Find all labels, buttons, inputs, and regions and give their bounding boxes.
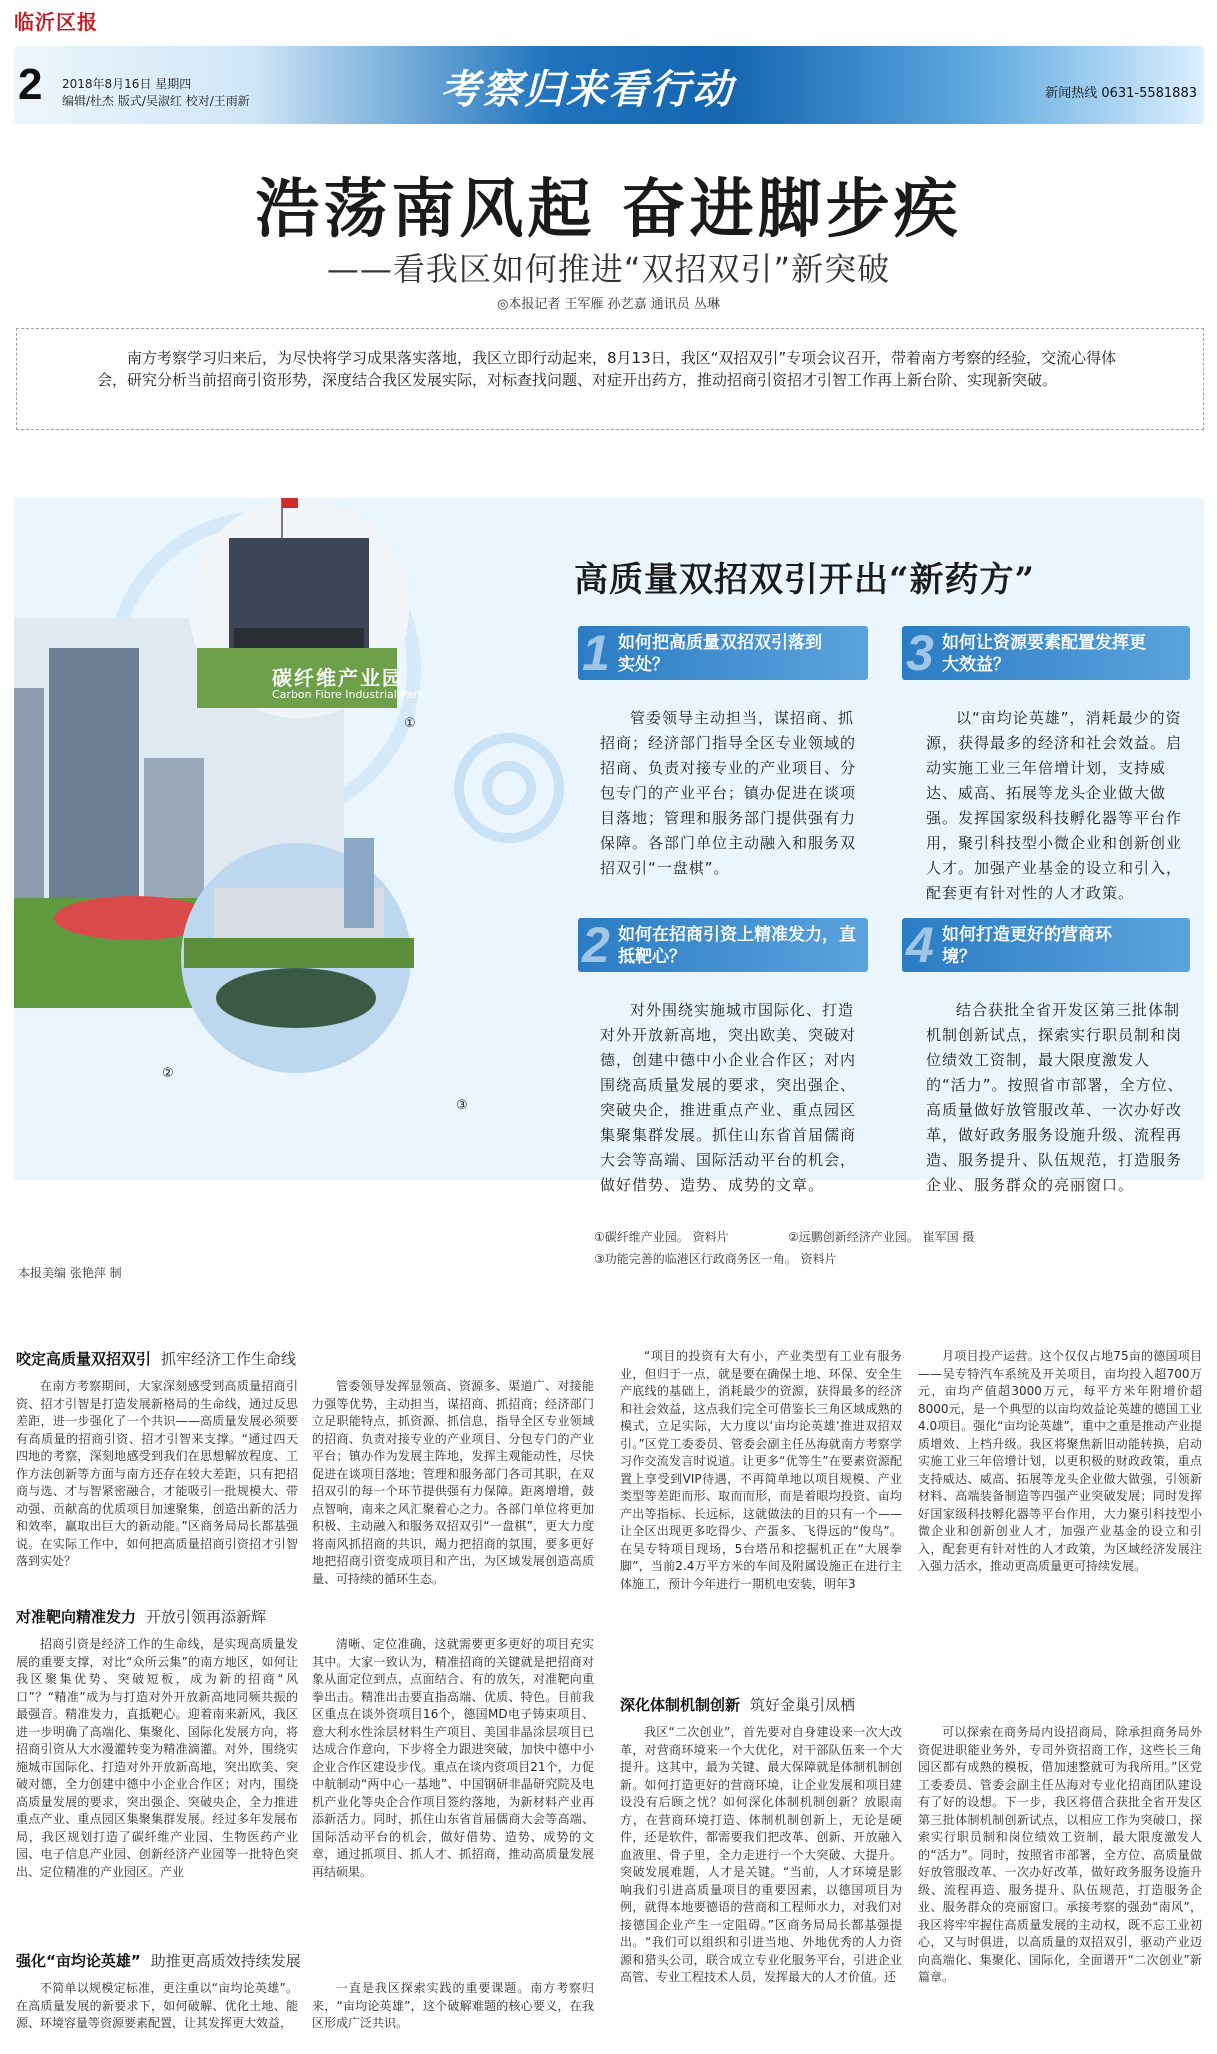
section-heading-rest: 筑好金巢引凤栖 bbox=[750, 1696, 856, 1714]
question-heading: 如何把高质量双招双引落到实处？ bbox=[618, 633, 822, 675]
park-sign: 碳纤维产业园 bbox=[272, 666, 404, 690]
photo-caption-2: ②远鹏创新经济产业园。 崔军国 摄 bbox=[788, 1230, 975, 1244]
question-number: 3 bbox=[906, 625, 934, 681]
body-column: 一直是我区探索实践的重要课题。南方考察归来，“亩均论英雄”，这个破解难题的核心要义，在我区形成广泛共识。 bbox=[312, 1981, 594, 2030]
body-column: 管委领导发挥显领高、资源多、渠道广、对接能力强等优势，主动担当，谋招商、抓招商；经济部门立足职能特点，抓资源、抓信息，指导全区专业领域的招商、负责对接专业的产业项目、分包专门的产业平台；镇办作为发展主阵地，发挥主观能动性，尽快促进在谈项目落地；管理和服务部门各司其职，在双招双引的每一个环节提供强有力保障。距离增增，鼓点智响，南来之风汇聚着心之力。各部门单位将更加积极、主动融入和服务双招双引“一盘棋”，更大力度将南风抓招商的共识，竭力把招商的氛围，要多更好地把招商引资变成项目和产出，为区域发展创造高质量、可持续的循环生态。 bbox=[312, 1379, 594, 1586]
body-column: 可以探索在商务局内设招商局，除承担商务局外资促进职能业务外，专司外资招商工作，这些长三角园区都有成熟的模板，借加速整就可为我所用。”区党工委委员、管委会副主任丛海对专业化招商团队建设有了好的设想。下一步，我区将借合获批全省开发区第三批体制机制创新试点，以相应工作为突破口，探索实行职员制和岗位绩效工资制，最大限度激发人的“活力”。同时，按照省市部署，全方位、高质量做好放管服改革、一次办好改革，做好政务服务设施升级、流程再造、服务提升、队伍规范，打造服务企业、服务群众的亮丽窗口。承接考察的强劲“南风”，我区将牢牢握住高质量发展的主动权，既不忘工业初心，又与时俱进，以高质量的双招双引，驱动产业迈向高端化、集聚化、国际化，全面谱开“二次创业”新篇章。 bbox=[918, 1725, 1202, 1984]
question-heading: 如何打造更好的营商环境？ bbox=[942, 925, 1112, 967]
gear-icon bbox=[459, 738, 559, 838]
photo-caption-3: ③功能完善的临港区行政商务区一角。 资料片 bbox=[594, 1252, 837, 1266]
section-heading-bold: 深化体制机制创新 bbox=[620, 1696, 741, 1714]
subheadline: ——看我区如何推进“双招双引”新突破 bbox=[326, 250, 891, 288]
newspaper-logo: 临沂区报 bbox=[14, 10, 98, 34]
body-column: 我区“二次创业”，首先要对自身建设来一次大改革，对营商环境来一个大优化，对干部队伍来一个大提升。这其中，最为关键、最大保障就是体制机制创新。如何打造更好的营商环境，让企业发展和项目建设没有后顾之忧？如何深化体制机制创新？放眼南方，在营商环境打造、体制机制创新上，无论是硬件，还是软件，都需要我们把改革、创新、开放融入血液里、骨子里，全力走进行一个大突破、大提升。突破发展难题，人才是关键。“当前，人才环境是影响我们引进高质量项目的重要因素，以德国项目为例，就得本地要德语的营商和工程师水力，对我们对接德国企业产生一定阻碍。”区商务局局长都基强提出。“我们可以组织和引进当地、外地优秀的人力资源和猎头公司，联合成立专业化服务平台，引进企业高管、专业工程技术人员，发挥最大的人才价值。还 bbox=[620, 1725, 902, 1984]
section-heading-bold: 咬定高质量双招双引 bbox=[16, 1350, 152, 1368]
section-heading-1 bbox=[16, 1348, 296, 1369]
section-heading-bold: 强化“亩均论英雄” bbox=[16, 1952, 141, 1970]
question-number: 1 bbox=[582, 625, 610, 681]
body-column: 招商引资是经济工作的生命线，是实现高质量发展的重要支撑，对比“众所云集”的南方地区，如何让我区聚集优势、突破短板，成为新的招商“风口”？“精准”成为与打造对外开放新高地同频共振的最强音。精准发力，直抵靶心。迎着南来新风，我区进一步明确了高端化、集聚化、国际化发展方向，将招商引资从大水漫灌转变为精准滴灌。对外，围绕实施城市国际化、打造对外开放新高地，突出欧美、突破对德，全力创建中德中小企业合作区；对内，围绕高质量发展的要求，突出强企、突破央企，全力推进重点产业、重点园区集聚集群发展。经过多年发展布局，我区规划打造了碳纤维产业园、生物医药产业园、电子信息产业园、创新经济产业园等一批特色突出、定位精准的产业园区。产业 bbox=[16, 1637, 298, 1879]
question-header-4 bbox=[902, 918, 1190, 972]
section-heading-rest: 助推更高质效持续发展 bbox=[150, 1952, 301, 1970]
issue-date: 2018年8月16日 星期四 bbox=[62, 77, 192, 91]
question-header-2 bbox=[578, 918, 868, 972]
photo-caption-1: ①碳纤维产业园。 资料片 bbox=[594, 1230, 729, 1244]
question-body-1: 管委领导主动担当，谋招商、抓招商；经济部门指导全区专业领域的招商、负责对接专业的产业项目、分包专门的产业平台；镇办促进在谈项目落地；管理和服务部门提供强有力保障。各部门单位主动融入和服务双招双引“一盘棋”。 bbox=[600, 709, 857, 877]
question-body-4: 结合获批全省开发区第三批体制机制创新试点，探索实行职员制和岗位绩效工资制，最大限度激发人的“活力”。按照省市部署，全方位、高质量做好放管服改革、一次办好改革，做好政务服务设施升级、流程再造、服务提升、队伍规范，打造服务企业、服务群众的亮丽窗口。 bbox=[926, 1001, 1184, 1194]
section-heading-rest: 抓牢经济工作生命线 bbox=[161, 1350, 297, 1368]
lead-paragraph: 南方考察学习归来后，为尽快将学习成果落实落地，我区立即行动起来，8月13日，我区“双招双引”专项会议召开，带着南方考察的经验，交流心得体会，研究分析当前招商引资形势，深度结合我区发展实际，对标查找问题、对症开出药方，推动招商引资招才引智工作再上新台阶、实现新突破。 bbox=[16, 328, 1204, 430]
body-column: 不简单以规模定标准，更注重以“亩均论英雄”。在高质量发展的新要求下，如何破解、优化土地、能源、环境容量等资源要素配置，让其发挥更大效益， bbox=[16, 1981, 298, 2030]
news-hotline: 新闻热线 0631-5581883 bbox=[1045, 86, 1197, 101]
question-body-3: 以“亩均论英雄”，消耗最少的资源，获得最多的经济和社会效益。启动实施工业三年倍增计划，支持威达、威高、拓展等龙头企业做大做强。发挥国家级科技孵化器等平台作用，聚引科技型小微企业和创新创业人才。加强产业基金的设立和引入，配套更有针对性的人才政策。 bbox=[926, 709, 1183, 902]
header-meta bbox=[62, 76, 250, 110]
question-number: 4 bbox=[906, 917, 934, 973]
question-heading: 如何让资源要素配置发挥更大效益？ bbox=[942, 633, 1146, 675]
feature-title: 高质量双招双引开出“新药方” bbox=[574, 560, 1036, 600]
question-header-3 bbox=[902, 626, 1190, 680]
headline: 浩荡南风起 奋进脚步疾 bbox=[255, 172, 962, 247]
park-sign-en: Carbon Fibre Industrial Park bbox=[272, 688, 425, 701]
photo-marker-3: ③ bbox=[456, 1098, 468, 1113]
designer-credit: 本报美编 张艳萍 制 bbox=[18, 1266, 122, 1280]
body-column: “项目的投资有大有小，产业类型有工业有服务业，但归于一点，就是要在确保土地、环保、安全生产底线的基础上，消耗最少的资源，获得最多的经济和社会效益，这点我们完全可借鉴长三角区域成熟的模式，立足实际，大力度以‘亩均论英雄’推进双招双引。”区党工委委员、管委会副主任丛海就南方考察学习作交流发言时说道。让更多“优等生”在要素资源配置上享受到VIP待遇，不再简单地以项目规模、产业类型等差距而形、取而而形，而是着眼均投资、亩均产出等指标、长远标，这就做法的目的只有一个——让全区出现更多吃得少、产蛋多、飞得远的“俊鸟”。在吴专特项目现场，5台塔吊和挖掘机正在“大展拳脚”，当前2.4万平方米的车间及附属设施正在进行主体施工，预计今年进行一期机电安装，明年3 bbox=[620, 1349, 902, 1591]
byline: ◎本报记者 王军雁 孙艺嘉 通讯员 丛琳 bbox=[497, 297, 720, 312]
section-heading-bold: 对准靶向精准发力 bbox=[16, 1608, 137, 1626]
section-heading-rest: 开放引领再添新辉 bbox=[146, 1608, 267, 1626]
section-heading-2 bbox=[16, 1606, 266, 1627]
page-number: 2 bbox=[18, 60, 43, 109]
section-heading-3 bbox=[16, 1950, 301, 1971]
photo-marker-2: ② bbox=[162, 1066, 174, 1081]
body-column: 月项目投产运营。这个仅仅占地75亩的德国项目——吴专特汽车系统及开关项目，亩均投入超700万元，亩均产值超3000万元，每平方米年附增价超8000元，是一个典型的以亩均效益论英雄的德国工业4.0项目。强化“亩均论英雄”，重中之重是推动产业提质增效、上档升级。我区将聚焦新旧动能转换，启动实施工业三年倍增计划，以更积极的财政政策，重点支持威达、威高、拓展等龙头企业做大做强，引领新材料、高端装备制造等四强产业突破发展；同时发挥好国家级科技孵化器等平台作用，大力聚引科技型小微企业和创新创业人才，加强产业基金的设立和引入，配套更有针对性的人才政策，为区域经济发展注入强力活水，推动更高质量更可持续发展。 bbox=[918, 1349, 1202, 1573]
body-column: 清晰、定位准确，这就需要更多更好的项目充实其中。大家一致认为，精准招商的关键就是把招商对象从面定位到点，点面结合、有的放矢，对准靶向重拳出击。精准出击要直指高端、优质、特色。目前我区重点在谈外资项目16个，德国MD电子铸束项目、意大利水性涂层材料生产项目、美国非晶涂层项目已达成合作意向，下步将全力跟进突破，加快中德中小企业合作区建设步伐。重点在谈内资项目21个，力促中航制动“两中心一基地”、中国钢研非晶研究院及电机产业化等央企合作项目签约落地，为新材料产业再添新活力。同时，抓住山东省首届儒商大会等高端、国际活动平台的机会，做好借势、造势、成势的文章，通过抓项目、抓人才、抓招商，推动高质量发展再结硕果。 bbox=[312, 1637, 594, 1879]
body-column: 在南方考察期间，大家深刻感受到高质量招商引资、招才引智是打造发展新格局的生命线，通过反思差距，进一步强化了一个共识——高质量发展必须要有高质量的招商引资、招才引智来支撑。“通过四天四地的考察，深刻地感受到我们在思想解放程度、工作方法创新等方面与南方还存在较大差距，只有把招商与选、才与智紧密融合，才能吸引一批规模大、带动强、贡献高的优质项目加速聚集，创造出新的活力和效率，赢取出巨大的新动能。”区商务局局长都基强说。在实际工作中，如何把高质量招商引资招才引智落到实处？ bbox=[16, 1379, 298, 1568]
question-number: 2 bbox=[582, 917, 610, 973]
section-heading-4 bbox=[620, 1694, 855, 1715]
question-heading: 如何在招商引资上精准发力，直抵靶心？ bbox=[618, 925, 856, 967]
editor-credits: 编辑/杜杰 版式/吴淑红 校对/王雨新 bbox=[62, 94, 250, 108]
section-slogan: 考察归来看行动 bbox=[440, 66, 734, 113]
question-header-1 bbox=[578, 626, 868, 680]
question-body-2: 对外围绕实施城市国际化、打造对外开放新高地，突出欧美、突破对德，创建中德中小企业合作区；对内围绕高质量发展的要求，突出强企、突破央企，推进重点产业、重点园区集聚集群发展。抓住山东省首届儒商大会等高端、国际活动平台的机会，做好借势、造势、成势的文章。 bbox=[600, 1001, 857, 1194]
photo-marker-1: ① bbox=[404, 716, 416, 731]
